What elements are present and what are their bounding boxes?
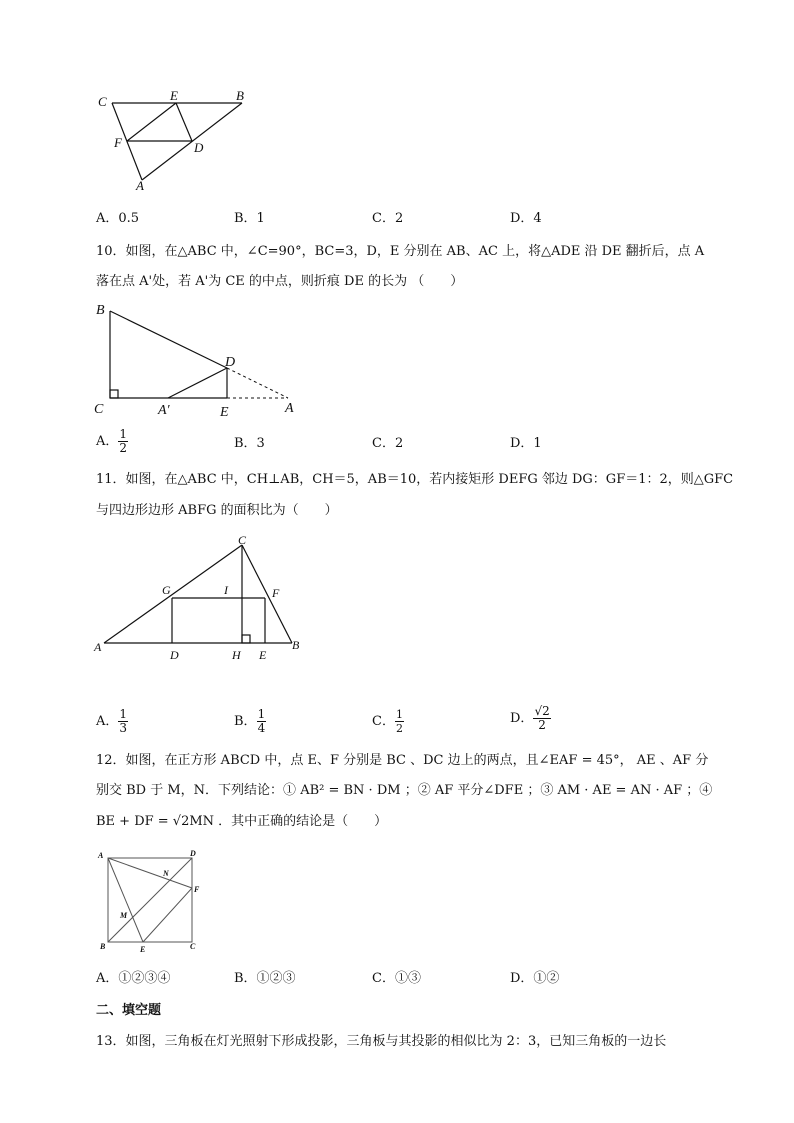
label-F: F: [114, 135, 122, 150]
label-C: C: [238, 533, 247, 547]
label-Aprime: A′: [158, 403, 170, 418]
q12-option-c[interactable]: C．①③: [372, 971, 421, 986]
label-N: N: [163, 869, 169, 878]
q11-stem-line1: 11．如图，在△ABC 中，CH⊥AB，CH＝5，AB＝10，若内接矩形 DEFG 邻边 DG：GF＝1：2，则△GFC: [96, 472, 734, 487]
label-G: G: [162, 583, 171, 597]
label-M: M: [120, 911, 128, 920]
seg-DA-dashed: [227, 368, 288, 398]
seg-ED: [176, 103, 192, 141]
q10-option-a-fraction: $\frac{1}{2}$: [119, 427, 128, 455]
seg-AF: [108, 858, 192, 888]
q12-stem-line2: 别交 BD 于 M，N．下列结论：① AB² = BN · DM ；② AF 平分∠DFE ；③ AM · AE = AN · AF ；④: [96, 783, 713, 798]
q10-option-c[interactable]: C．2: [372, 436, 404, 451]
q11-option-b[interactable]: [234, 708, 266, 735]
label-E: E: [140, 945, 146, 954]
label-A: A: [136, 178, 144, 193]
q11-stem-line2: 与四边形边形 ABFG 的面积比为（ ）: [96, 503, 338, 518]
q10-option-a[interactable]: [96, 428, 128, 455]
q10-stem-line2: 落在点 A'处，若 A'为 CE 的中点，则折痕 DE 的长为 （ ）: [96, 274, 464, 289]
q11-option-d-fraction: $\frac{√2}{2}$: [534, 704, 550, 732]
label-H: H: [232, 648, 241, 662]
seg-BD: [108, 858, 192, 942]
q9-option-d[interactable]: D．4: [510, 211, 542, 226]
label-C: C: [190, 942, 196, 951]
q12-stem-line3: BE + DF = √2MN ．其中正确的结论是（ ）: [96, 814, 388, 829]
label-D: D: [225, 355, 236, 370]
figure-q12: [92, 846, 212, 956]
q12-option-b[interactable]: B．①②③: [234, 971, 296, 986]
label-A: A: [98, 851, 104, 860]
q10-stem-line1: 10．如图，在△ABC 中，∠C=90°，BC=3，D，E 分别在 AB、AC 上，将△ADE 沿 DE 翻折后，点 A: [96, 244, 705, 259]
label-F: F: [194, 885, 200, 894]
q11-option-c-fraction: $\frac{1}{2}$: [395, 708, 403, 735]
section-heading-fill-in: 二、填空题: [96, 1003, 162, 1018]
q11-option-d[interactable]: [510, 705, 551, 732]
figure-q9: [90, 88, 260, 198]
label-I: I: [224, 583, 228, 597]
q11-option-c-prefix: C．: [372, 714, 395, 729]
label-F: F: [272, 586, 280, 600]
label-E: E: [220, 405, 229, 420]
label-B: B: [236, 88, 244, 103]
q13-stem-line1: 13．如图，三角板在灯光照射下形成投影，三角板与其投影的相似比为 2：3，已知三角板的一边长: [96, 1034, 667, 1049]
seg-CB: [242, 545, 292, 643]
label-A: A: [94, 640, 102, 654]
q11-option-b-prefix: B．: [234, 714, 257, 729]
label-D: D: [194, 140, 204, 155]
q11-option-b-fraction: $\frac{1}{4}$: [257, 707, 266, 735]
q9-option-c[interactable]: C．2: [372, 211, 404, 226]
figure-q10: [90, 296, 310, 420]
right-angle-mark: [110, 390, 118, 398]
label-B: B: [292, 638, 300, 652]
q9-option-a[interactable]: A．0.5: [96, 211, 140, 226]
q11-option-a-fraction: $\frac{1}{3}$: [119, 707, 128, 735]
q10-option-b[interactable]: B．3: [234, 436, 265, 451]
seg-AprimeD: [168, 368, 227, 398]
label-D: D: [170, 648, 179, 662]
q11-option-c[interactable]: [372, 708, 404, 735]
figure-q11: [90, 530, 310, 666]
label-B: B: [96, 303, 105, 318]
label-A: A: [285, 401, 294, 416]
seg-AE: [108, 858, 143, 942]
seg-FE: [127, 103, 176, 141]
label-E: E: [259, 648, 267, 662]
label-D: D: [190, 849, 196, 858]
label-E: E: [170, 88, 178, 103]
q12-option-d[interactable]: D．①②: [510, 971, 560, 986]
seg-AC: [104, 545, 242, 643]
q11-option-a-prefix: A．: [96, 714, 119, 729]
q9-option-b[interactable]: B．1: [234, 211, 265, 226]
seg-BD: [110, 311, 227, 368]
q12-option-a[interactable]: A．①②③④: [96, 971, 171, 986]
q11-option-a[interactable]: [96, 708, 128, 735]
right-angle-mark: [242, 635, 250, 643]
q10-option-a-prefix: A．: [96, 434, 119, 449]
label-C: C: [98, 94, 107, 109]
q10-option-d[interactable]: D．1: [510, 436, 542, 451]
seg-EF: [143, 888, 192, 942]
label-C: C: [94, 402, 104, 417]
q12-stem-line1: 12．如图，在正方形 ABCD 中，点 E、F 分别是 BC 、DC 边上的两点，且∠EAF = 45°， AE 、AF 分: [96, 753, 709, 768]
label-B: B: [100, 942, 106, 951]
q11-option-d-prefix: D．: [510, 711, 534, 726]
